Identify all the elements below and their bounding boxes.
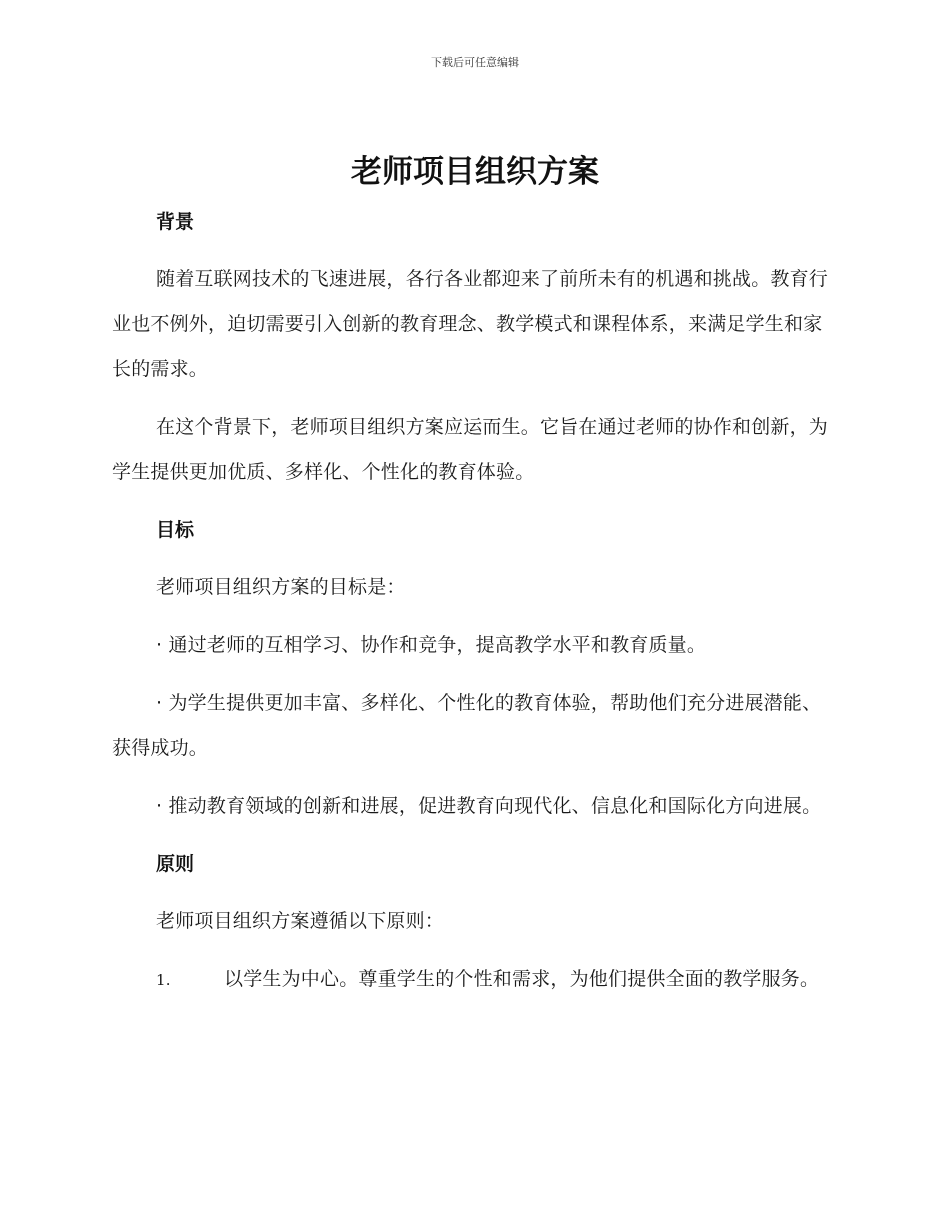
section-heading-background: 背景 [156,211,195,233]
principles-item-number: 1. [156,971,171,989]
section-heading-goals: 目标 [156,519,195,541]
background-paragraph-2: 在这个背景下，老师项目组织方案应运而生。它旨在通过老师的协作和创新，为学生提供更加优质、多样化、个性化的教育体验。 [112,416,829,483]
goals-intro: 老师项目组织方案的目标是： [156,576,406,598]
document-title: 老师项目组织方案 [351,154,599,190]
section-heading-principles: 原则 [156,853,195,875]
background-paragraph-1: 随着互联网技术的飞速进展，各行各业都迎来了前所未有的机遇和挑战。教育行业也不例外，迫切需要引入创新的教育理念、教学模式和课程体系，来满足学生和家长的需求。 [112,268,829,380]
principles-item-1 [112,957,834,1003]
goals-item-3: · 推动教育领域的创新和进展，促进教育向现代化、信息化和国际化方向进展。 [156,795,822,817]
goals-item-1: · 通过老师的互相学习、协作和竞争，提高教学水平和教育质量。 [156,634,707,656]
goals-item-2: · 为学生提供更加丰富、多样化、个性化的教育体验，帮助他们充分进展潜能、获得成功。 [112,692,822,759]
principles-intro: 老师项目组织方案遵循以下原则： [156,910,445,932]
header-note: 下载后可任意编辑 [431,56,519,69]
document-body [112,200,834,1003]
principles-item-text: 以学生为中心。尊重学生的个性和需求，为他们提供全面的教学服务。 [224,968,820,990]
